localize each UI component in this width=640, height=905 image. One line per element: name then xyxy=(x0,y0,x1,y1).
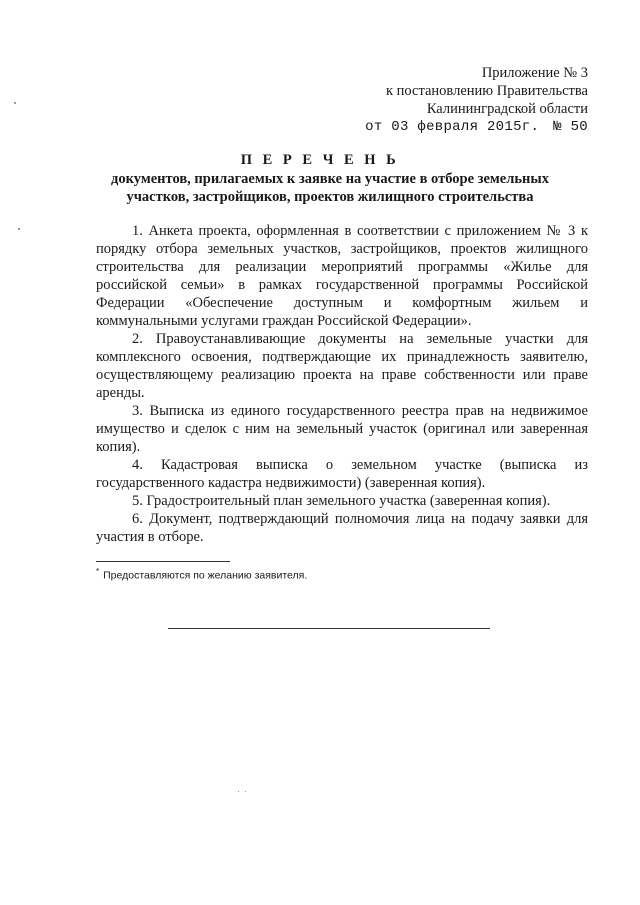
scan-speck xyxy=(18,228,20,230)
list-item: 6. Документ, подтверждающий полномочия лица на подачу заявки для участия в отборе. xyxy=(96,511,588,545)
scan-speck xyxy=(14,102,16,104)
end-divider xyxy=(168,628,490,629)
list-item: 1. Анкета проекта, оформленная в соответствии с приложением № 3 к порядку отбора земельных участков, застройщиков, проектов жилищного строительства для реализации мероприятий программы «Жилье для российской семьи» в рамках государственной программы Российской Федерации «Обеспечение доступным и комфортным жильем и коммунальными услугами граждан Российской Федерации». xyxy=(96,223,588,329)
attachment-date: от 03 февраля 2015г. xyxy=(365,119,540,135)
document-title: П Е Р Е Ч Е Н Ь xyxy=(240,152,400,168)
attachment-resolution: к постановлению Правительства xyxy=(386,83,588,99)
footnote xyxy=(96,565,307,583)
attachment-doc-number: № 50 xyxy=(553,119,588,135)
scan-speck xyxy=(238,791,239,792)
document-subtitle: документов, прилагаемых к заявке на участие в отборе земельных участков, застройщиков, проектов жилищного строительства xyxy=(111,171,549,205)
attachment-region: Калининградской области xyxy=(426,101,588,117)
list-item: 4. Кадастровая выписка о земельном участке (выписка из государственного кадастра недвижимости) (заверенная копия). xyxy=(96,457,588,491)
footnote-divider xyxy=(96,561,230,562)
list-item: 3. Выписка из единого государственного реестра прав на недвижимое имущество и сделок с ним на земельный участок (оригинал или заверенная копия). xyxy=(96,403,588,455)
list-item: 2. Правоустанавливающие документы на земельные участки для комплексного освоения, подтверждающие их принадлежность заявителю, осуществляющему реализацию проекта на праве собственности или праве аренды. xyxy=(96,331,588,401)
scan-speck xyxy=(245,791,246,792)
attachment-date-line xyxy=(365,118,588,136)
footnote-text: Предоставляются по желанию заявителя. xyxy=(103,569,308,582)
list-item: 5. Градостроительный план земельного участка (заверенная копия). xyxy=(132,493,551,509)
document-list xyxy=(96,222,588,546)
footnote-mark: * xyxy=(96,567,100,576)
attachment-header xyxy=(365,64,588,136)
attachment-number: Приложение № 3 xyxy=(481,65,588,81)
